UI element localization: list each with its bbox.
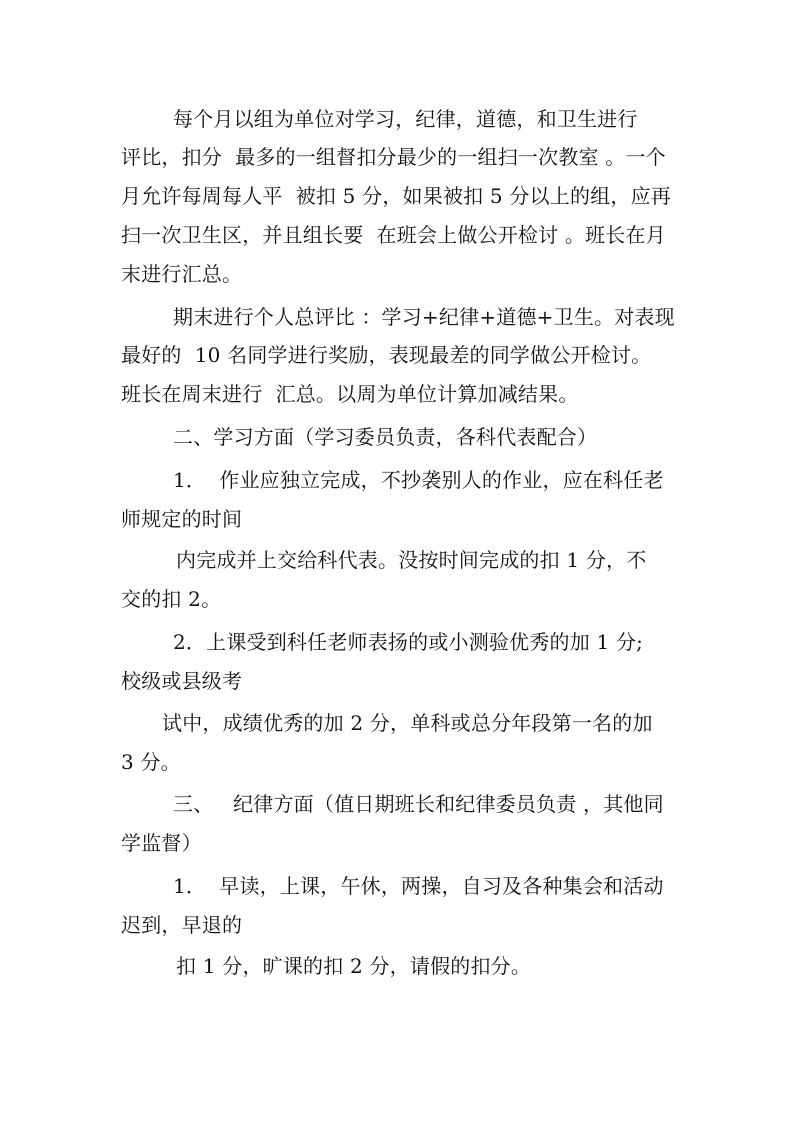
text-line-5: 末进行汇总。 — [121, 262, 243, 286]
text-line-1: 每个月以组为单位对学习，纪律，道德，和卫生进行 — [173, 107, 638, 131]
text-line-22: 扣 1 分，旷课的扣 2 分，请假的扣分。 — [176, 954, 532, 978]
section-heading-study: 二、学习方面（学习委员负责，各科代表配合） — [173, 425, 598, 449]
text-line-12: 内完成并上交给科代表。没按时间完成的扣 1 分，不 — [176, 548, 647, 572]
text-line-3: 月允许每周每人平 被扣 5 分，如果被扣 5 分以上的组，应再 — [121, 184, 671, 208]
text-line-7: 最好的 10 名同学进行奖励，表现最差的同学做公开检讨。 — [121, 343, 652, 367]
text-line-6: 期末进行个人总评比 ：学习+纪律+道德+卫生。对表现 — [173, 305, 675, 329]
text-line-21: 迟到，早退的 — [121, 913, 243, 937]
text-line-20: 1． 早读，上课，午休，两操，自习及各种集会和活动 — [173, 874, 664, 898]
text-line-19: 学监督） — [121, 831, 202, 855]
text-line-11: 师规定的时间 — [121, 507, 243, 531]
text-line-10: 1． 作业应独立完成，不抄袭别人的作业，应在科任老 — [173, 468, 664, 492]
text-line-4: 扫一次卫生区，并且组长要 在班会上做公开检讨 。班长在月 — [121, 223, 666, 247]
section-heading-discipline: 三、 纪律方面（值日期班长和纪律委员负责 ，其他同 — [173, 792, 664, 816]
text-line-17: 3 分。 — [121, 750, 181, 774]
text-line-8: 班长在周末进行 汇总。以周为单位计算加减结果。 — [121, 382, 579, 406]
text-line-14: 2．上课受到科任老师表扬的或小测验优秀的加 1 分; — [173, 630, 644, 654]
text-line-15: 校级或县级考 — [121, 669, 243, 693]
text-line-2: 评比，扣分 最多的一组督扣分最少的一组扫一次教室 。一个 — [121, 145, 666, 169]
text-line-16: 试中，成绩优秀的加 2 分，单科或总分年段第一名的加 — [162, 711, 653, 735]
text-line-13: 交的扣 2。 — [121, 587, 222, 611]
